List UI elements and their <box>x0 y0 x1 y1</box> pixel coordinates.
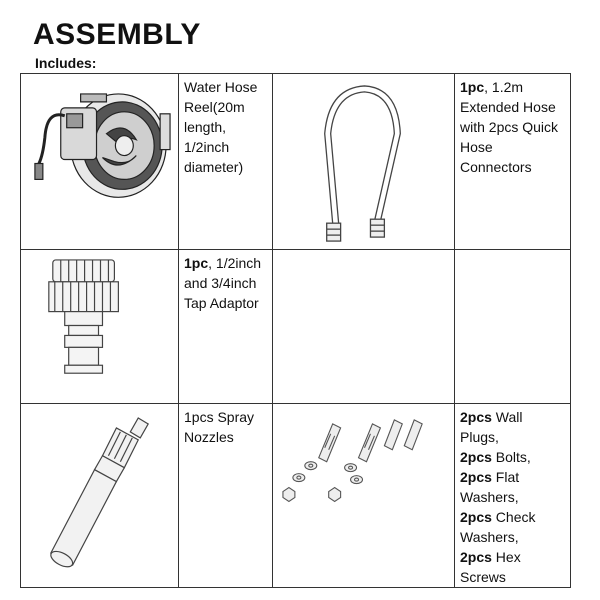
tap-adaptor-image-cell <box>21 250 179 404</box>
spray-nozzle-desc-cell <box>179 404 273 588</box>
tap-adaptor-text: 1pc, 1/2inch and 3/4inch Tap Adaptor <box>184 255 262 312</box>
table-row <box>21 250 571 404</box>
hose-reel-icon <box>21 74 178 249</box>
empty-cell <box>273 250 455 404</box>
includes-label: Includes: <box>35 55 97 71</box>
fixings-image-cell <box>273 404 455 588</box>
extended-hose-icon <box>273 74 454 249</box>
table-row <box>21 404 571 588</box>
list-item: 2pcs Bolts, <box>460 449 531 466</box>
list-item: 2pcs Hex Screws <box>460 549 521 586</box>
fixings-text <box>455 404 570 587</box>
extended-hose-text: 1pc, 1.2m Extended Hose with 2pcs Quick Hose Connectors <box>460 79 559 175</box>
extended-hose-desc-cell <box>455 74 571 250</box>
list-item: 2pcs Flat Washers, <box>460 469 520 506</box>
hose-reel-desc-cell <box>179 74 273 250</box>
tap-adaptor-desc-cell <box>179 250 273 404</box>
fixings-icon <box>273 404 454 587</box>
list-item: 2pcs Wall Plugs, <box>460 409 523 446</box>
spray-nozzle-image-cell <box>21 404 179 588</box>
page-title: ASSEMBLY <box>33 18 201 51</box>
table-row <box>21 74 571 250</box>
hose-reel-text: Water Hose Reel(20m length, 1/2inch diameter) <box>184 79 258 175</box>
hose-reel-image-cell <box>21 74 179 250</box>
spray-nozzle-text: 1pcs Spray Nozzles <box>184 409 255 446</box>
includes-table <box>20 73 571 588</box>
spray-nozzle-icon <box>21 404 178 587</box>
tap-adaptor-icon <box>21 250 178 403</box>
list-item: 2pcs Check Washers, <box>460 509 536 546</box>
fixings-desc-cell <box>455 404 571 588</box>
extended-hose-image-cell <box>273 74 455 250</box>
empty-cell <box>455 250 571 404</box>
